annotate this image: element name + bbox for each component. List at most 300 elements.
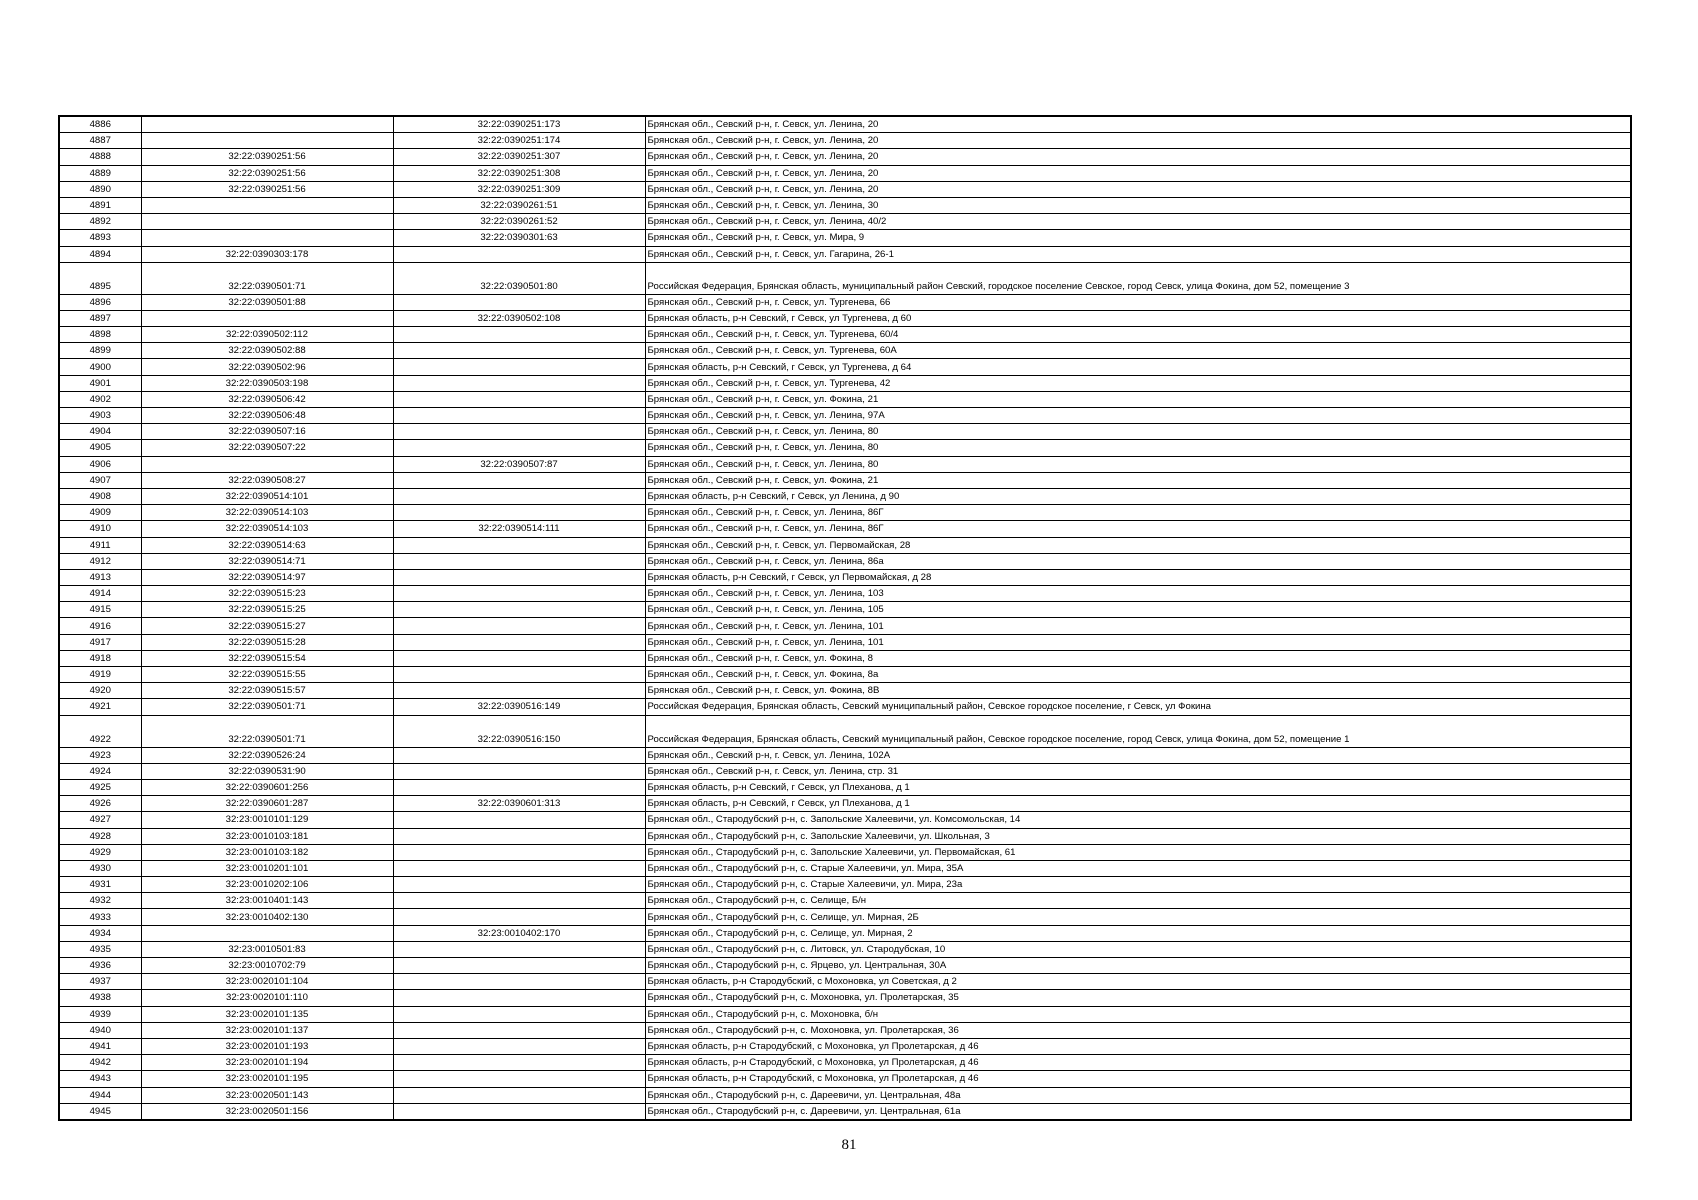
table-row (59, 391, 1631, 407)
parent-cadastral-number-cell: 32:23:0010501:83 (141, 941, 393, 957)
address-cell: Брянская обл., Стародубский р-н, с. Дареевичи, ул. Центральная, 48а (645, 1087, 1631, 1103)
table-row (59, 165, 1631, 181)
address-cell: Брянская обл., Стародубский р-н, с. Запольские Халеевичи, ул. Комсомольская, 14 (645, 812, 1631, 828)
address-cell: Брянская обл., Стародубский р-н, с. Дареевичи, ул. Центральная, 61а (645, 1103, 1631, 1120)
cadastral-number-cell (393, 586, 645, 602)
parent-cadastral-number-cell: 32:22:0390501:71 (141, 699, 393, 715)
table-row (59, 779, 1631, 795)
parent-cadastral-number-cell: 32:22:0390501:71 (141, 262, 393, 294)
row-number-cell: 4943 (59, 1071, 141, 1087)
parent-cadastral-number-cell: 32:22:0390508:27 (141, 472, 393, 488)
table-row (59, 893, 1631, 909)
parent-cadastral-number-cell: 32:22:0390502:112 (141, 327, 393, 343)
parent-cadastral-number-cell: 32:22:0390506:42 (141, 391, 393, 407)
table-row (59, 828, 1631, 844)
row-number-cell: 4913 (59, 569, 141, 585)
row-number-cell: 4906 (59, 456, 141, 472)
address-cell: Брянская область, р-н Севский, г Севск, ул Тургенева, д 64 (645, 359, 1631, 375)
address-cell: Брянская обл., Севский р-н, г. Севск, ул. Тургенева, 60/4 (645, 327, 1631, 343)
table-row (59, 537, 1631, 553)
row-number-cell: 4897 (59, 310, 141, 326)
address-cell: Брянская обл., Стародубский р-н, с. Мохоновка, б/н (645, 1006, 1631, 1022)
table-row (59, 1087, 1631, 1103)
table-row (59, 230, 1631, 246)
row-number-cell: 4940 (59, 1022, 141, 1038)
parent-cadastral-number-cell: 32:22:0390251:56 (141, 149, 393, 165)
address-cell: Брянская обл., Севский р-н, г. Севск, ул. Ленина, 97А (645, 408, 1631, 424)
parent-cadastral-number-cell: 32:22:0390514:71 (141, 553, 393, 569)
cadastral-number-cell (393, 343, 645, 359)
table-row (59, 149, 1631, 165)
cadastral-number-cell (393, 440, 645, 456)
table-row (59, 214, 1631, 230)
cadastral-number-cell (393, 990, 645, 1006)
parent-cadastral-number-cell (141, 456, 393, 472)
parent-cadastral-number-cell (141, 197, 393, 213)
table-row (59, 456, 1631, 472)
parent-cadastral-number-cell: 32:22:0390601:256 (141, 779, 393, 795)
address-cell: Брянская обл., Севский р-н, г. Севск, ул. Фокина, 21 (645, 472, 1631, 488)
address-cell: Брянская обл., Севский р-н, г. Севск, ул. Тургенева, 66 (645, 294, 1631, 310)
address-cell: Брянская обл., Стародубский р-н, с. Мохоновка, ул. Пролетарская, 35 (645, 990, 1631, 1006)
table-row (59, 424, 1631, 440)
parent-cadastral-number-cell (141, 925, 393, 941)
table-row (59, 375, 1631, 391)
table-row (59, 650, 1631, 666)
cadastral-number-cell (393, 860, 645, 876)
parent-cadastral-number-cell: 32:22:0390514:103 (141, 521, 393, 537)
row-number-cell: 4933 (59, 909, 141, 925)
address-cell: Брянская область, р-н Севский, г Севск, ул Плеханова, д 1 (645, 779, 1631, 795)
row-number-cell: 4895 (59, 262, 141, 294)
cadastral-number-cell (393, 327, 645, 343)
parent-cadastral-number-cell: 32:22:0390515:54 (141, 650, 393, 666)
page-number: 81 (841, 1137, 857, 1153)
table-row (59, 262, 1631, 294)
cadastral-number-cell (393, 844, 645, 860)
cadastral-number-cell (393, 553, 645, 569)
row-number-cell: 4930 (59, 860, 141, 876)
cadastral-number-cell (393, 1071, 645, 1087)
table-row (59, 197, 1631, 213)
address-cell: Брянская область, р-н Стародубский, с Мохоновка, ул Пролетарская, д 46 (645, 1071, 1631, 1087)
parent-cadastral-number-cell: 32:23:0010702:79 (141, 958, 393, 974)
address-cell: Брянская обл., Севский р-н, г. Севск, ул. Ленина, 20 (645, 181, 1631, 197)
row-number-cell: 4921 (59, 699, 141, 715)
address-cell: Брянская обл., Севский р-н, г. Севск, ул. Ленина, 30 (645, 197, 1631, 213)
parent-cadastral-number-cell: 32:22:0390507:16 (141, 424, 393, 440)
table-row (59, 521, 1631, 537)
address-cell: Брянская обл., Севский р-н, г. Севск, ул. Тургенева, 42 (645, 375, 1631, 391)
parent-cadastral-number-cell: 32:22:0390502:88 (141, 343, 393, 359)
cadastral-number-cell: 32:22:0390501:80 (393, 262, 645, 294)
row-number-cell: 4944 (59, 1087, 141, 1103)
address-cell: Брянская обл., Севский р-н, г. Севск, ул. Ленина, 40/2 (645, 214, 1631, 230)
cadastral-number-cell (393, 602, 645, 618)
address-cell: Российская Федерация, Брянская область, Севский муниципальный район, Севское городское поселение, г Севск, ул Фокина (645, 699, 1631, 715)
register-table-body (59, 116, 1631, 1120)
parent-cadastral-number-cell: 32:22:0390501:71 (141, 715, 393, 747)
address-cell: Брянская область, р-н Севский, г Севск, ул Тургенева, д 60 (645, 310, 1631, 326)
cadastral-number-cell (393, 1103, 645, 1120)
table-row (59, 472, 1631, 488)
address-cell: Брянская область, р-н Стародубский, с Мохоновка, ул Пролетарская, д 46 (645, 1038, 1631, 1054)
cadastral-number-cell: 32:22:0390507:87 (393, 456, 645, 472)
row-number-cell: 4941 (59, 1038, 141, 1054)
row-number-cell: 4918 (59, 650, 141, 666)
address-cell: Брянская обл., Севский р-н, г. Севск, ул. Ленина, 102А (645, 747, 1631, 763)
row-number-cell: 4893 (59, 230, 141, 246)
address-cell: Российская Федерация, Брянская область, муниципальный район Севский, городское поселение Севское, город Севск, улица Фокина, дом 52, помещение 3 (645, 262, 1631, 294)
table-row (59, 1022, 1631, 1038)
table-row (59, 958, 1631, 974)
address-cell: Брянская обл., Севский р-н, г. Севск, ул. Ленина, 20 (645, 149, 1631, 165)
table-row (59, 327, 1631, 343)
row-number-cell: 4899 (59, 343, 141, 359)
row-number-cell: 4891 (59, 197, 141, 213)
cadastral-number-cell (393, 505, 645, 521)
row-number-cell: 4908 (59, 488, 141, 504)
cadastral-number-cell (393, 488, 645, 504)
row-number-cell: 4911 (59, 537, 141, 553)
table-row (59, 974, 1631, 990)
table-row (59, 602, 1631, 618)
cadastral-number-cell (393, 359, 645, 375)
table-row (59, 359, 1631, 375)
address-cell: Брянская обл., Севский р-н, г. Севск, ул. Первомайская, 28 (645, 537, 1631, 553)
row-number-cell: 4934 (59, 925, 141, 941)
cadastral-number-cell: 32:22:0390261:52 (393, 214, 645, 230)
parent-cadastral-number-cell: 32:23:0010103:181 (141, 828, 393, 844)
table-row (59, 246, 1631, 262)
row-number-cell: 4923 (59, 747, 141, 763)
table-row (59, 133, 1631, 149)
row-number-cell: 4900 (59, 359, 141, 375)
cadastral-number-cell (393, 1022, 645, 1038)
table-row (59, 925, 1631, 941)
cadastral-number-cell: 32:22:0390516:150 (393, 715, 645, 747)
address-cell: Брянская обл., Стародубский р-н, с. Старые Халеевичи, ул. Мира, 35А (645, 860, 1631, 876)
parent-cadastral-number-cell: 32:22:0390514:63 (141, 537, 393, 553)
address-cell: Брянская обл., Стародубский р-н, с. Селище, Б/н (645, 893, 1631, 909)
table-row (59, 505, 1631, 521)
table-row (59, 408, 1631, 424)
cadastral-number-cell: 32:23:0010402:170 (393, 925, 645, 941)
parent-cadastral-number-cell: 32:23:0020101:135 (141, 1006, 393, 1022)
row-number-cell: 4939 (59, 1006, 141, 1022)
row-number-cell: 4932 (59, 893, 141, 909)
table-row (59, 488, 1631, 504)
row-number-cell: 4938 (59, 990, 141, 1006)
row-number-cell: 4936 (59, 958, 141, 974)
table-row (59, 181, 1631, 197)
table-row (59, 877, 1631, 893)
cadastral-number-cell (393, 408, 645, 424)
address-cell: Брянская обл., Стародубский р-н, с. Мохоновка, ул. Пролетарская, 36 (645, 1022, 1631, 1038)
table-row (59, 440, 1631, 456)
cadastral-number-cell (393, 1006, 645, 1022)
row-number-cell: 4937 (59, 974, 141, 990)
row-number-cell: 4904 (59, 424, 141, 440)
table-row (59, 1006, 1631, 1022)
row-number-cell: 4928 (59, 828, 141, 844)
register-table (58, 115, 1632, 1121)
parent-cadastral-number-cell: 32:23:0010101:129 (141, 812, 393, 828)
address-cell: Брянская обл., Стародубский р-н, с. Литовск, ул. Стародубская, 10 (645, 941, 1631, 957)
address-cell: Брянская обл., Стародубский р-н, с. Запольские Халеевичи, ул. Первомайская, 61 (645, 844, 1631, 860)
parent-cadastral-number-cell: 32:23:0020101:104 (141, 974, 393, 990)
parent-cadastral-number-cell: 32:23:0020101:110 (141, 990, 393, 1006)
address-cell: Брянская обл., Севский р-н, г. Севск, ул. Ленина, 80 (645, 440, 1631, 456)
cadastral-number-cell: 32:22:0390251:174 (393, 133, 645, 149)
parent-cadastral-number-cell: 32:22:0390515:23 (141, 586, 393, 602)
cadastral-number-cell (393, 618, 645, 634)
address-cell: Брянская обл., Севский р-н, г. Севск, ул. Ленина, 86а (645, 553, 1631, 569)
parent-cadastral-number-cell: 32:23:0010401:143 (141, 893, 393, 909)
table-row (59, 569, 1631, 585)
row-number-cell: 4915 (59, 602, 141, 618)
table-row (59, 860, 1631, 876)
parent-cadastral-number-cell (141, 230, 393, 246)
row-number-cell: 4920 (59, 683, 141, 699)
cadastral-number-cell (393, 763, 645, 779)
address-cell: Брянская область, р-н Севский, г Севск, ул Ленина, д 90 (645, 488, 1631, 504)
table-row (59, 715, 1631, 747)
cadastral-number-cell: 32:22:0390251:309 (393, 181, 645, 197)
address-cell: Брянская обл., Севский р-н, г. Севск, ул. Тургенева, 60А (645, 343, 1631, 359)
cadastral-number-cell (393, 683, 645, 699)
cadastral-number-cell (393, 812, 645, 828)
parent-cadastral-number-cell: 32:22:0390503:198 (141, 375, 393, 391)
row-number-cell: 4901 (59, 375, 141, 391)
table-row (59, 116, 1631, 133)
parent-cadastral-number-cell: 32:23:0010201:101 (141, 860, 393, 876)
address-cell: Российская Федерация, Брянская область, Севский муниципальный район, Севское городское поселение, город Севск, улица Фокина, дом 52, помещение 1 (645, 715, 1631, 747)
cadastral-number-cell (393, 294, 645, 310)
table-row (59, 586, 1631, 602)
address-cell: Брянская обл., Севский р-н, г. Севск, ул. Гагарина, 26-1 (645, 246, 1631, 262)
table-row (59, 909, 1631, 925)
parent-cadastral-number-cell: 32:23:0020101:137 (141, 1022, 393, 1038)
cadastral-number-cell: 32:22:0390261:51 (393, 197, 645, 213)
parent-cadastral-number-cell: 32:23:0020101:193 (141, 1038, 393, 1054)
address-cell: Брянская обл., Севский р-н, г. Севск, ул. Ленина, 80 (645, 456, 1631, 472)
table-row (59, 763, 1631, 779)
cadastral-number-cell (393, 375, 645, 391)
row-number-cell: 4931 (59, 877, 141, 893)
cadastral-number-cell: 32:22:0390301:63 (393, 230, 645, 246)
parent-cadastral-number-cell: 32:22:0390515:57 (141, 683, 393, 699)
parent-cadastral-number-cell: 32:22:0390501:88 (141, 294, 393, 310)
table-row (59, 667, 1631, 683)
cadastral-number-cell (393, 958, 645, 974)
cadastral-number-cell (393, 569, 645, 585)
cadastral-number-cell (393, 634, 645, 650)
parent-cadastral-number-cell: 32:23:0010103:182 (141, 844, 393, 860)
table-row (59, 553, 1631, 569)
cadastral-number-cell (393, 424, 645, 440)
parent-cadastral-number-cell: 32:22:0390514:101 (141, 488, 393, 504)
cadastral-number-cell (393, 391, 645, 407)
address-cell: Брянская обл., Севский р-н, г. Севск, ул. Ленина, стр. 31 (645, 763, 1631, 779)
address-cell: Брянская область, р-н Севский, г Севск, ул Первомайская, д 28 (645, 569, 1631, 585)
table-row (59, 1103, 1631, 1120)
cadastral-number-cell (393, 828, 645, 844)
address-cell: Брянская область, р-н Стародубский, с Мохоновка, ул Пролетарская, д 46 (645, 1055, 1631, 1071)
cadastral-number-cell (393, 941, 645, 957)
parent-cadastral-number-cell: 32:23:0010402:130 (141, 909, 393, 925)
cadastral-number-cell: 32:22:0390251:307 (393, 149, 645, 165)
row-number-cell: 4919 (59, 667, 141, 683)
table-row (59, 699, 1631, 715)
cadastral-number-cell (393, 909, 645, 925)
cadastral-number-cell (393, 246, 645, 262)
row-number-cell: 4942 (59, 1055, 141, 1071)
row-number-cell: 4909 (59, 505, 141, 521)
parent-cadastral-number-cell (141, 116, 393, 133)
cadastral-number-cell (393, 667, 645, 683)
cadastral-number-cell (393, 877, 645, 893)
row-number-cell: 4927 (59, 812, 141, 828)
table-row (59, 812, 1631, 828)
cadastral-number-cell (393, 537, 645, 553)
table-row (59, 747, 1631, 763)
parent-cadastral-number-cell: 32:22:0390506:48 (141, 408, 393, 424)
cadastral-number-cell: 32:22:0390514:111 (393, 521, 645, 537)
parent-cadastral-number-cell: 32:23:0020101:194 (141, 1055, 393, 1071)
parent-cadastral-number-cell (141, 133, 393, 149)
parent-cadastral-number-cell: 32:22:0390601:287 (141, 796, 393, 812)
parent-cadastral-number-cell (141, 310, 393, 326)
row-number-cell: 4888 (59, 149, 141, 165)
parent-cadastral-number-cell: 32:22:0390507:22 (141, 440, 393, 456)
address-cell: Брянская обл., Севский р-н, г. Севск, ул. Ленина, 80 (645, 424, 1631, 440)
row-number-cell: 4892 (59, 214, 141, 230)
row-number-cell: 4926 (59, 796, 141, 812)
row-number-cell: 4914 (59, 586, 141, 602)
address-cell: Брянская обл., Севский р-н, г. Севск, ул. Фокина, 21 (645, 391, 1631, 407)
parent-cadastral-number-cell: 32:23:0010202:106 (141, 877, 393, 893)
row-number-cell: 4916 (59, 618, 141, 634)
address-cell: Брянская обл., Стародубский р-н, с. Ярцево, ул. Центральная, 30А (645, 958, 1631, 974)
cadastral-number-cell (393, 472, 645, 488)
cadastral-number-cell: 32:22:0390601:313 (393, 796, 645, 812)
row-number-cell: 4903 (59, 408, 141, 424)
parent-cadastral-number-cell: 32:22:0390251:56 (141, 165, 393, 181)
row-number-cell: 4917 (59, 634, 141, 650)
table-row (59, 634, 1631, 650)
row-number-cell: 4945 (59, 1103, 141, 1120)
address-cell: Брянская обл., Севский р-н, г. Севск, ул. Фокина, 8 (645, 650, 1631, 666)
parent-cadastral-number-cell: 32:22:0390515:28 (141, 634, 393, 650)
address-cell: Брянская обл., Севский р-н, г. Севск, ул. Ленина, 20 (645, 116, 1631, 133)
parent-cadastral-number-cell (141, 214, 393, 230)
parent-cadastral-number-cell: 32:22:0390251:56 (141, 181, 393, 197)
address-cell: Брянская обл., Севский р-н, г. Севск, ул. Ленина, 20 (645, 133, 1631, 149)
row-number-cell: 4924 (59, 763, 141, 779)
table-row (59, 941, 1631, 957)
address-cell: Брянская обл., Стародубский р-н, с. Запольские Халеевичи, ул. Школьная, 3 (645, 828, 1631, 844)
cadastral-number-cell (393, 650, 645, 666)
table-row (59, 618, 1631, 634)
cadastral-number-cell: 32:22:0390251:308 (393, 165, 645, 181)
parent-cadastral-number-cell: 32:22:0390502:96 (141, 359, 393, 375)
row-number-cell: 4907 (59, 472, 141, 488)
cadastral-number-cell (393, 1087, 645, 1103)
address-cell: Брянская область, р-н Стародубский, с Мохоновка, ул Советская, д 2 (645, 974, 1631, 990)
table-row (59, 844, 1631, 860)
address-cell: Брянская обл., Севский р-н, г. Севск, ул. Ленина, 86Г (645, 521, 1631, 537)
row-number-cell: 4929 (59, 844, 141, 860)
row-number-cell: 4910 (59, 521, 141, 537)
table-row (59, 990, 1631, 1006)
address-cell: Брянская обл., Севский р-н, г. Севск, ул. Ленина, 101 (645, 634, 1631, 650)
cadastral-number-cell (393, 893, 645, 909)
address-cell: Брянская обл., Севский р-н, г. Севск, ул. Ленина, 103 (645, 586, 1631, 602)
address-cell: Брянская обл., Севский р-н, г. Севск, ул. Ленина, 86Г (645, 505, 1631, 521)
cadastral-number-cell (393, 974, 645, 990)
row-number-cell: 4889 (59, 165, 141, 181)
row-number-cell: 4922 (59, 715, 141, 747)
cadastral-number-cell (393, 1038, 645, 1054)
cadastral-number-cell (393, 1055, 645, 1071)
parent-cadastral-number-cell: 32:22:0390514:97 (141, 569, 393, 585)
table-row (59, 1071, 1631, 1087)
cadastral-number-cell: 32:22:0390502:108 (393, 310, 645, 326)
parent-cadastral-number-cell: 32:22:0390303:178 (141, 246, 393, 262)
address-cell: Брянская обл., Стародубский р-н, с. Селище, ул. Мирная, 2 (645, 925, 1631, 941)
table-row (59, 310, 1631, 326)
address-cell: Брянская область, р-н Севский, г Севск, ул Плеханова, д 1 (645, 796, 1631, 812)
parent-cadastral-number-cell: 32:23:0020501:143 (141, 1087, 393, 1103)
row-number-cell: 4935 (59, 941, 141, 957)
address-cell: Брянская обл., Стародубский р-н, с. Старые Халеевичи, ул. Мира, 23а (645, 877, 1631, 893)
row-number-cell: 4902 (59, 391, 141, 407)
row-number-cell: 4896 (59, 294, 141, 310)
address-cell: Брянская обл., Стародубский р-н, с. Селище, ул. Мирная, 2Б (645, 909, 1631, 925)
table-row (59, 294, 1631, 310)
row-number-cell: 4912 (59, 553, 141, 569)
row-number-cell: 4905 (59, 440, 141, 456)
address-cell: Брянская обл., Севский р-н, г. Севск, ул. Ленина, 105 (645, 602, 1631, 618)
row-number-cell: 4925 (59, 779, 141, 795)
row-number-cell: 4890 (59, 181, 141, 197)
parent-cadastral-number-cell: 32:22:0390514:103 (141, 505, 393, 521)
parent-cadastral-number-cell: 32:22:0390515:25 (141, 602, 393, 618)
table-row (59, 1055, 1631, 1071)
cadastral-number-cell (393, 747, 645, 763)
table-row (59, 1038, 1631, 1054)
address-cell: Брянская обл., Севский р-н, г. Севск, ул. Ленина, 101 (645, 618, 1631, 634)
parent-cadastral-number-cell: 32:23:0020101:195 (141, 1071, 393, 1087)
row-number-cell: 4894 (59, 246, 141, 262)
parent-cadastral-number-cell: 32:22:0390531:90 (141, 763, 393, 779)
cadastral-number-cell: 32:22:0390516:149 (393, 699, 645, 715)
cadastral-number-cell: 32:22:0390251:173 (393, 116, 645, 133)
parent-cadastral-number-cell: 32:22:0390515:27 (141, 618, 393, 634)
table-row (59, 683, 1631, 699)
cadastral-number-cell (393, 779, 645, 795)
parent-cadastral-number-cell: 32:22:0390515:55 (141, 667, 393, 683)
address-cell: Брянская обл., Севский р-н, г. Севск, ул. Мира, 9 (645, 230, 1631, 246)
row-number-cell: 4886 (59, 116, 141, 133)
address-cell: Брянская обл., Севский р-н, г. Севск, ул. Фокина, 8В (645, 683, 1631, 699)
row-number-cell: 4887 (59, 133, 141, 149)
row-number-cell: 4898 (59, 327, 141, 343)
address-cell: Брянская обл., Севский р-н, г. Севск, ул. Фокина, 8а (645, 667, 1631, 683)
parent-cadastral-number-cell: 32:23:0020501:156 (141, 1103, 393, 1120)
table-row (59, 796, 1631, 812)
